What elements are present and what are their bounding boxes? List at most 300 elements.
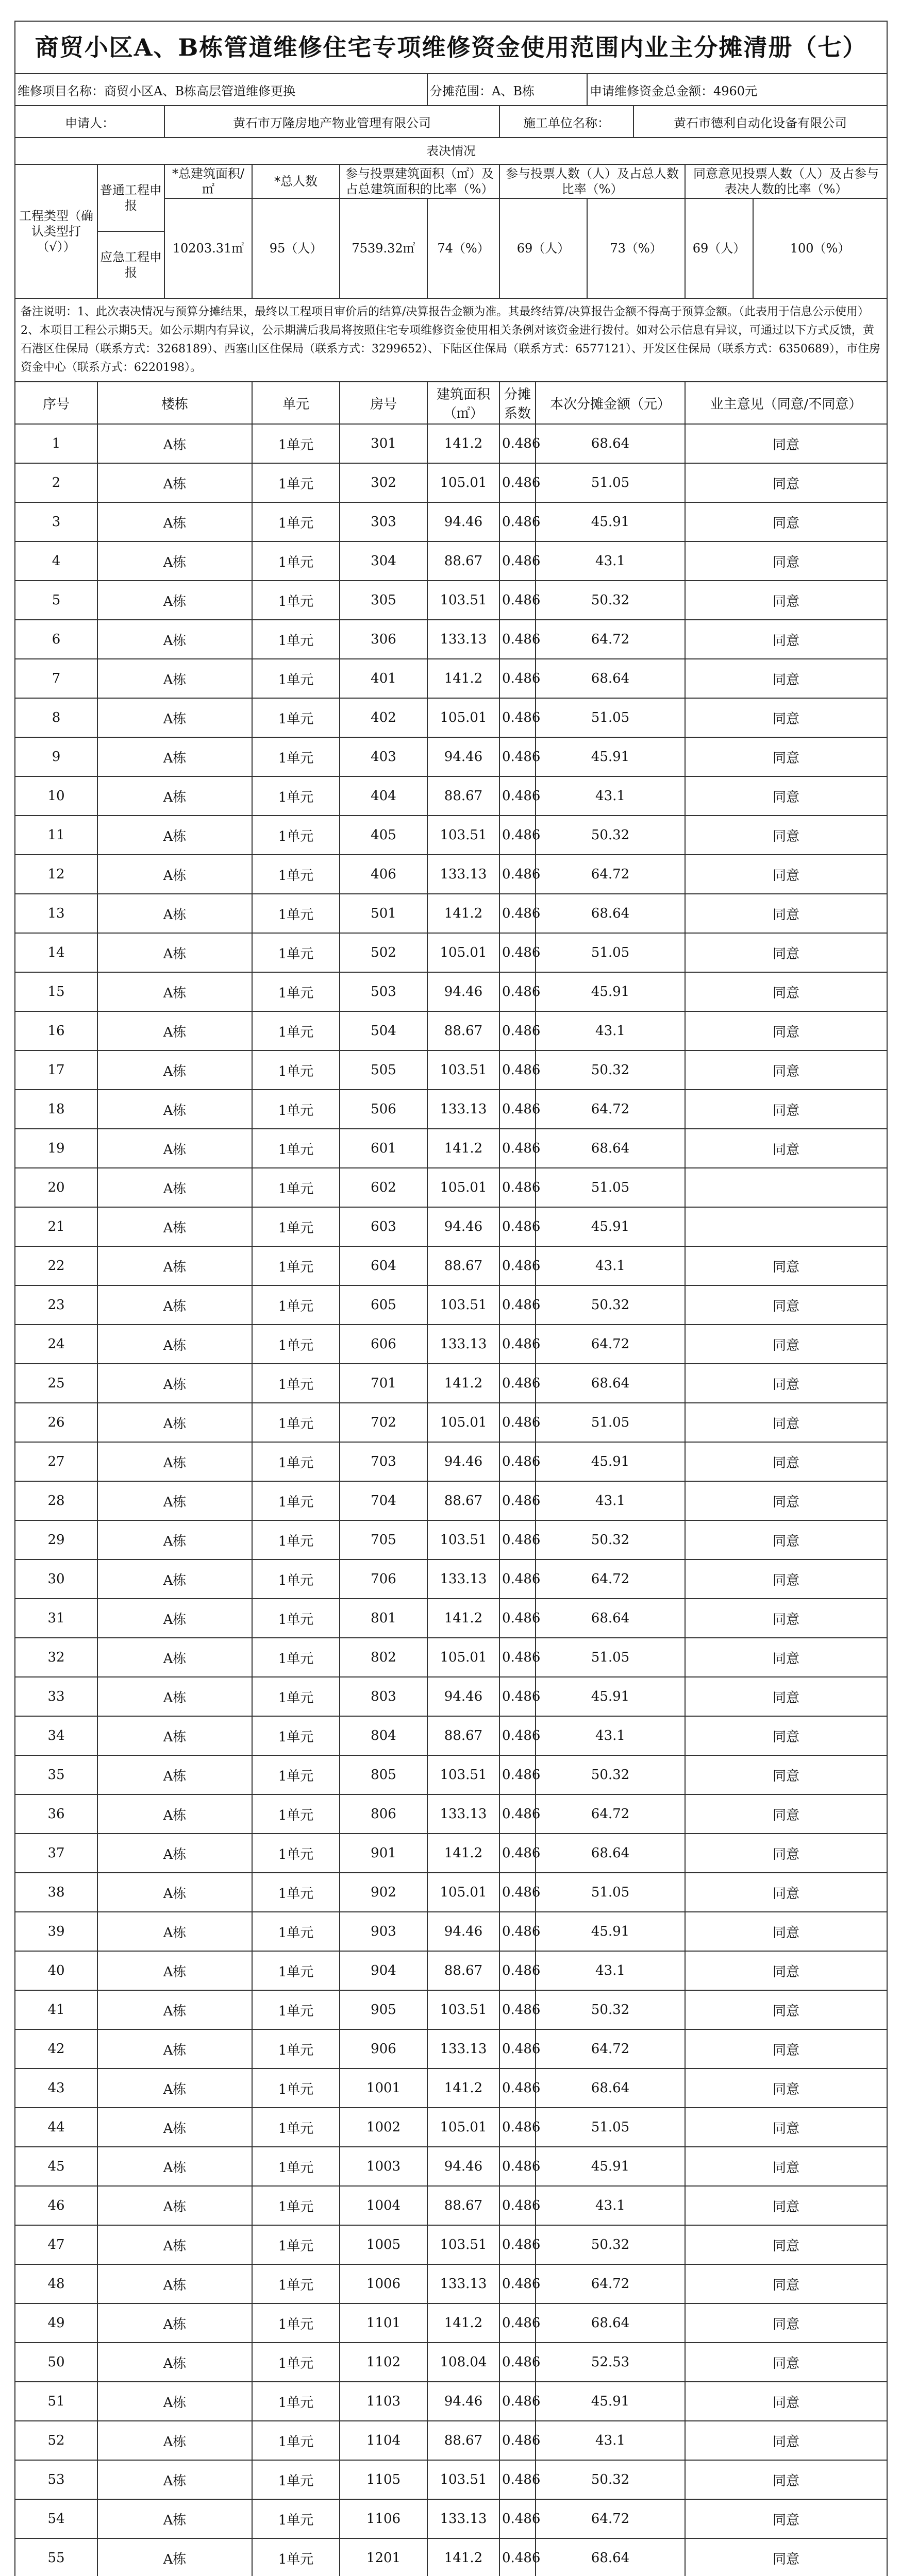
table-cell: 1单元 bbox=[252, 2225, 340, 2264]
table-cell: 43 bbox=[15, 2069, 97, 2108]
table-cell: 0.486 bbox=[499, 855, 536, 894]
table-cell: 19 bbox=[15, 1129, 97, 1168]
table-cell: 0.486 bbox=[499, 894, 536, 933]
table-cell: A栋 bbox=[97, 1834, 252, 1873]
table-cell: 805 bbox=[340, 1755, 427, 1794]
table-cell: A栋 bbox=[97, 2382, 252, 2421]
table-cell: 9 bbox=[15, 737, 97, 776]
table-row bbox=[15, 1403, 887, 1442]
table-cell: 1单元 bbox=[252, 424, 340, 463]
table-cell: 同意 bbox=[685, 1755, 887, 1794]
table-cell bbox=[685, 1168, 887, 1207]
table-row bbox=[15, 855, 887, 894]
table-cell: 同意 bbox=[685, 1599, 887, 1638]
table-cell: 50.32 bbox=[536, 1520, 685, 1560]
table-row bbox=[15, 2343, 887, 2382]
table-cell: 64.72 bbox=[536, 1090, 685, 1129]
table-row bbox=[15, 1873, 887, 1912]
table-row bbox=[15, 620, 887, 659]
table-row bbox=[15, 2460, 887, 2499]
table-cell: A栋 bbox=[97, 2186, 252, 2225]
table-cell: A栋 bbox=[97, 2460, 252, 2499]
table-cell: 同意 bbox=[685, 2186, 887, 2225]
table-cell: A栋 bbox=[97, 659, 252, 698]
table-cell: 803 bbox=[340, 1677, 427, 1716]
table-cell: 同意 bbox=[685, 1873, 887, 1912]
table-cell: 903 bbox=[340, 1912, 427, 1951]
project-name: 维修项目名称：商贸小区A、B栋高层管道维修更换 bbox=[15, 74, 427, 106]
table-cell: 404 bbox=[340, 776, 427, 816]
total-area-label: *总建筑面积/㎡ bbox=[164, 164, 252, 198]
table-cell: 306 bbox=[340, 620, 427, 659]
table-cell: 0.486 bbox=[499, 463, 536, 502]
table-cell: 701 bbox=[340, 1364, 427, 1403]
table-cell: 1单元 bbox=[252, 1325, 340, 1364]
table-cell: 0.486 bbox=[499, 424, 536, 463]
table-cell: 32 bbox=[15, 1638, 97, 1677]
table-cell: 403 bbox=[340, 737, 427, 776]
table-cell: A栋 bbox=[97, 1246, 252, 1285]
table-cell: 103.51 bbox=[427, 816, 499, 855]
table-cell: 1单元 bbox=[252, 2538, 340, 2576]
table-cell: 1106 bbox=[340, 2499, 427, 2538]
table-cell: 504 bbox=[340, 1011, 427, 1050]
table-row bbox=[15, 2147, 887, 2186]
table-cell: 0.486 bbox=[499, 1325, 536, 1364]
table-cell: 88.67 bbox=[427, 1951, 499, 1990]
table-cell: 1001 bbox=[340, 2069, 427, 2108]
table-cell: 1单元 bbox=[252, 1481, 340, 1520]
table-row bbox=[15, 1560, 887, 1599]
table-cell: 503 bbox=[340, 972, 427, 1011]
table-cell: 1单元 bbox=[252, 1677, 340, 1716]
table-cell: 15 bbox=[15, 972, 97, 1011]
table-cell: 1单元 bbox=[252, 1011, 340, 1050]
table-cell: A栋 bbox=[97, 698, 252, 737]
table-cell: 94.46 bbox=[427, 1207, 499, 1246]
table-cell: 0.486 bbox=[499, 1403, 536, 1442]
table-cell: 0.486 bbox=[499, 1599, 536, 1638]
table-cell: 141.2 bbox=[427, 1364, 499, 1403]
table-cell: 141.2 bbox=[427, 1834, 499, 1873]
table-cell: 1单元 bbox=[252, 2264, 340, 2303]
table-cell: A栋 bbox=[97, 1090, 252, 1129]
table-row bbox=[15, 972, 887, 1011]
table-cell: 27 bbox=[15, 1442, 97, 1481]
table-cell: 53 bbox=[15, 2460, 97, 2499]
table-cell: 同意 bbox=[685, 2499, 887, 2538]
table-cell: 141.2 bbox=[427, 894, 499, 933]
table-cell: A栋 bbox=[97, 2343, 252, 2382]
agree-area-ratio: 74（%） bbox=[427, 198, 499, 298]
table-cell: 305 bbox=[340, 581, 427, 620]
table-cell: 1005 bbox=[340, 2225, 427, 2264]
table-row bbox=[15, 463, 887, 502]
column-header: 建筑面积（㎡） bbox=[427, 382, 499, 424]
table-cell: 43.1 bbox=[536, 1246, 685, 1285]
table-cell: 68.64 bbox=[536, 894, 685, 933]
table-row bbox=[15, 2186, 887, 2225]
table-row bbox=[15, 698, 887, 737]
table-cell: 41 bbox=[15, 1990, 97, 2029]
table-cell: 133.13 bbox=[427, 1560, 499, 1599]
table-cell: 141.2 bbox=[427, 659, 499, 698]
allocation-table bbox=[14, 21, 888, 2576]
table-cell: 0.486 bbox=[499, 1050, 536, 1090]
table-cell: 50.32 bbox=[536, 581, 685, 620]
table-cell: A栋 bbox=[97, 1050, 252, 1090]
table-cell: 1单元 bbox=[252, 2382, 340, 2421]
table-cell: 50.32 bbox=[536, 1990, 685, 2029]
table-cell: A栋 bbox=[97, 1951, 252, 1990]
table-cell: 43.1 bbox=[536, 776, 685, 816]
table-cell: 902 bbox=[340, 1873, 427, 1912]
table-cell: 25 bbox=[15, 1364, 97, 1403]
table-cell: 0.486 bbox=[499, 2069, 536, 2108]
table-cell: 同意 bbox=[685, 933, 887, 972]
table-cell: 1单元 bbox=[252, 1951, 340, 1990]
table-cell: 51.05 bbox=[536, 1873, 685, 1912]
table-cell: 26 bbox=[15, 1403, 97, 1442]
table-cell: 同意 bbox=[685, 1050, 887, 1090]
table-cell: 43.1 bbox=[536, 2186, 685, 2225]
table-cell: 0.486 bbox=[499, 620, 536, 659]
table-cell: 133.13 bbox=[427, 1090, 499, 1129]
table-cell: 103.51 bbox=[427, 581, 499, 620]
table-row bbox=[15, 2499, 887, 2538]
table-row bbox=[15, 2382, 887, 2421]
table-cell: 1单元 bbox=[252, 2029, 340, 2069]
table-cell: 103.51 bbox=[427, 1520, 499, 1560]
table-cell: 46 bbox=[15, 2186, 97, 2225]
table-cell: 1单元 bbox=[252, 2147, 340, 2186]
table-cell bbox=[685, 1207, 887, 1246]
table-cell: 同意 bbox=[685, 1794, 887, 1834]
table-cell: A栋 bbox=[97, 1716, 252, 1755]
table-cell: 同意 bbox=[685, 1716, 887, 1755]
table-cell: 806 bbox=[340, 1794, 427, 1834]
table-cell: 1单元 bbox=[252, 1285, 340, 1325]
participants-value: 69（人） bbox=[499, 198, 587, 298]
table-cell: 88.67 bbox=[427, 1246, 499, 1285]
table-cell: 45.91 bbox=[536, 502, 685, 541]
table-cell: 105.01 bbox=[427, 1638, 499, 1677]
table-cell: A栋 bbox=[97, 1520, 252, 1560]
table-cell: A栋 bbox=[97, 1403, 252, 1442]
table-cell: 51 bbox=[15, 2382, 97, 2421]
table-cell: 1单元 bbox=[252, 894, 340, 933]
table-cell: 94.46 bbox=[427, 972, 499, 1011]
table-cell: 47 bbox=[15, 2225, 97, 2264]
table-cell: 0.486 bbox=[499, 1090, 536, 1129]
table-cell: 105.01 bbox=[427, 2108, 499, 2147]
table-cell: 304 bbox=[340, 541, 427, 581]
project-type-label: 工程类型（确认类型打（√）） bbox=[15, 164, 97, 298]
table-cell: 0.486 bbox=[499, 972, 536, 1011]
table-cell: 1单元 bbox=[252, 463, 340, 502]
table-cell: 901 bbox=[340, 1834, 427, 1873]
table-cell: 同意 bbox=[685, 1442, 887, 1481]
table-cell: 45.91 bbox=[536, 1912, 685, 1951]
table-row bbox=[15, 502, 887, 541]
table-cell: 同意 bbox=[685, 1246, 887, 1285]
table-cell: 64.72 bbox=[536, 1560, 685, 1599]
table-cell: 同意 bbox=[685, 1677, 887, 1716]
table-cell: 同意 bbox=[685, 1285, 887, 1325]
table-cell: A栋 bbox=[97, 2538, 252, 2576]
table-row bbox=[15, 2421, 887, 2460]
agree-area-label: 参与投票建筑面积（㎡）及占总建筑面积的比率（%） bbox=[340, 164, 499, 198]
table-cell: 141.2 bbox=[427, 424, 499, 463]
table-row bbox=[15, 1442, 887, 1481]
table-cell: 39 bbox=[15, 1912, 97, 1951]
table-cell: 68.64 bbox=[536, 2303, 685, 2343]
table-cell: 94.46 bbox=[427, 1442, 499, 1481]
table-cell: 同意 bbox=[685, 659, 887, 698]
table-cell: 0.486 bbox=[499, 1677, 536, 1716]
table-cell: 13 bbox=[15, 894, 97, 933]
table-cell: 45.91 bbox=[536, 2147, 685, 2186]
table-row bbox=[15, 1090, 887, 1129]
table-cell: 同意 bbox=[685, 855, 887, 894]
table-cell: 0.486 bbox=[499, 2343, 536, 2382]
table-cell: 51.05 bbox=[536, 1403, 685, 1442]
table-cell: 48 bbox=[15, 2264, 97, 2303]
sheet-title: 商贸小区A、B栋管道维修住宅专项维修资金使用范围内业主分摊清册（七） bbox=[15, 21, 887, 74]
table-cell: 同意 bbox=[685, 2225, 887, 2264]
table-cell: 50.32 bbox=[536, 816, 685, 855]
contractor-name: 黄石市德利自动化设备有限公司 bbox=[633, 106, 887, 138]
consent-ratio: 100（%） bbox=[753, 198, 887, 298]
table-cell: 0.486 bbox=[499, 1481, 536, 1520]
table-row bbox=[15, 1834, 887, 1873]
table-cell: 68.64 bbox=[536, 2069, 685, 2108]
table-cell: 1单元 bbox=[252, 1834, 340, 1873]
table-cell: 133.13 bbox=[427, 2264, 499, 2303]
table-row bbox=[15, 1285, 887, 1325]
table-row bbox=[15, 2225, 887, 2264]
table-cell: A栋 bbox=[97, 502, 252, 541]
table-cell: 49 bbox=[15, 2303, 97, 2343]
table-row bbox=[15, 541, 887, 581]
table-cell: 1003 bbox=[340, 2147, 427, 2186]
table-cell: 1单元 bbox=[252, 1716, 340, 1755]
table-cell: 1101 bbox=[340, 2303, 427, 2343]
table-cell: 同意 bbox=[685, 502, 887, 541]
table-row bbox=[15, 2069, 887, 2108]
table-cell: 301 bbox=[340, 424, 427, 463]
table-cell: 45.91 bbox=[536, 1207, 685, 1246]
table-cell: A栋 bbox=[97, 933, 252, 972]
table-cell: 0.486 bbox=[499, 581, 536, 620]
table-cell: 54 bbox=[15, 2499, 97, 2538]
table-cell: 0.486 bbox=[499, 737, 536, 776]
table-row bbox=[15, 1755, 887, 1794]
table-cell: 1004 bbox=[340, 2186, 427, 2225]
table-cell: 5 bbox=[15, 581, 97, 620]
table-cell: A栋 bbox=[97, 1794, 252, 1834]
table-cell: 64.72 bbox=[536, 1794, 685, 1834]
table-cell: 1单元 bbox=[252, 2421, 340, 2460]
table-cell: 108.04 bbox=[427, 2343, 499, 2382]
table-cell: 1单元 bbox=[252, 2108, 340, 2147]
table-cell: 68.64 bbox=[536, 2538, 685, 2576]
table-cell: 22 bbox=[15, 1246, 97, 1285]
table-cell: A栋 bbox=[97, 2225, 252, 2264]
table-cell: 1单元 bbox=[252, 816, 340, 855]
table-cell: 24 bbox=[15, 1325, 97, 1364]
table-cell: 同意 bbox=[685, 541, 887, 581]
table-cell: 904 bbox=[340, 1951, 427, 1990]
table-cell: 0.486 bbox=[499, 1246, 536, 1285]
allocation-sheet bbox=[14, 21, 887, 2576]
table-cell: 同意 bbox=[685, 816, 887, 855]
table-cell: 88.67 bbox=[427, 1716, 499, 1755]
consent-label: 同意意见投票人数（人）及占参与表决人数的比率（%） bbox=[685, 164, 887, 198]
table-cell: 1单元 bbox=[252, 1364, 340, 1403]
table-cell: 0.486 bbox=[499, 1912, 536, 1951]
table-cell: 0.486 bbox=[499, 659, 536, 698]
table-cell: A栋 bbox=[97, 1990, 252, 2029]
table-cell: A栋 bbox=[97, 2029, 252, 2069]
table-cell: 0.486 bbox=[499, 1285, 536, 1325]
table-cell: 43.1 bbox=[536, 1951, 685, 1990]
table-cell: 105.01 bbox=[427, 463, 499, 502]
table-cell: 30 bbox=[15, 1560, 97, 1599]
table-cell: 51.05 bbox=[536, 2108, 685, 2147]
table-cell: 105.01 bbox=[427, 1168, 499, 1207]
contractor-label: 施工单位名称： bbox=[499, 106, 633, 138]
table-cell: 同意 bbox=[685, 620, 887, 659]
table-cell: A栋 bbox=[97, 776, 252, 816]
table-cell: 45.91 bbox=[536, 737, 685, 776]
table-cell: 303 bbox=[340, 502, 427, 541]
table-cell: 1201 bbox=[340, 2538, 427, 2576]
table-cell: 94.46 bbox=[427, 737, 499, 776]
table-cell: 1单元 bbox=[252, 1246, 340, 1285]
table-cell: 1单元 bbox=[252, 1090, 340, 1129]
table-cell: 103.51 bbox=[427, 1990, 499, 2029]
table-cell: 1单元 bbox=[252, 1520, 340, 1560]
column-header: 序号 bbox=[15, 382, 97, 424]
participants-label: 参与投票人数（人）及占总人数比率（%） bbox=[499, 164, 685, 198]
table-row bbox=[15, 1050, 887, 1090]
table-cell: 0.486 bbox=[499, 1638, 536, 1677]
column-header-row bbox=[15, 382, 887, 424]
table-row bbox=[15, 2538, 887, 2576]
table-row bbox=[15, 933, 887, 972]
table-cell: 703 bbox=[340, 1442, 427, 1481]
table-cell: 103.51 bbox=[427, 2460, 499, 2499]
table-cell: 406 bbox=[340, 855, 427, 894]
table-cell: 同意 bbox=[685, 2460, 887, 2499]
table-cell: 506 bbox=[340, 1090, 427, 1129]
table-cell: 1102 bbox=[340, 2343, 427, 2382]
table-cell: 68.64 bbox=[536, 1129, 685, 1168]
column-header: 房号 bbox=[340, 382, 427, 424]
table-cell: A栋 bbox=[97, 2421, 252, 2460]
table-cell: 1单元 bbox=[252, 1560, 340, 1599]
table-cell: 88.67 bbox=[427, 541, 499, 581]
table-cell: A栋 bbox=[97, 1364, 252, 1403]
table-cell: 68.64 bbox=[536, 1599, 685, 1638]
table-cell: 68.64 bbox=[536, 659, 685, 698]
table-cell: 1单元 bbox=[252, 2460, 340, 2499]
table-cell: 103.51 bbox=[427, 2225, 499, 2264]
table-cell: 1单元 bbox=[252, 1990, 340, 2029]
table-cell: 1单元 bbox=[252, 1638, 340, 1677]
table-cell: 同意 bbox=[685, 1951, 887, 1990]
table-cell: A栋 bbox=[97, 816, 252, 855]
table-row bbox=[15, 737, 887, 776]
table-cell: 1单元 bbox=[252, 2343, 340, 2382]
table-cell: 606 bbox=[340, 1325, 427, 1364]
table-cell: 1单元 bbox=[252, 502, 340, 541]
table-cell: 33 bbox=[15, 1677, 97, 1716]
table-cell: 0.486 bbox=[499, 1364, 536, 1403]
column-header: 单元 bbox=[252, 382, 340, 424]
table-cell: 601 bbox=[340, 1129, 427, 1168]
table-cell: 68.64 bbox=[536, 1364, 685, 1403]
table-cell: 502 bbox=[340, 933, 427, 972]
table-cell: 1单元 bbox=[252, 1755, 340, 1794]
table-cell: 同意 bbox=[685, 2343, 887, 2382]
table-cell: A栋 bbox=[97, 972, 252, 1011]
table-cell: 105.01 bbox=[427, 698, 499, 737]
table-cell: 3 bbox=[15, 502, 97, 541]
table-cell: 14 bbox=[15, 933, 97, 972]
table-cell: 64.72 bbox=[536, 855, 685, 894]
table-cell: A栋 bbox=[97, 424, 252, 463]
table-cell: 0.486 bbox=[499, 1442, 536, 1481]
table-cell: 11 bbox=[15, 816, 97, 855]
table-cell: 50.32 bbox=[536, 1050, 685, 1090]
table-cell: 同意 bbox=[685, 1834, 887, 1873]
table-cell: 0.486 bbox=[499, 1834, 536, 1873]
table-cell: 133.13 bbox=[427, 2499, 499, 2538]
table-cell: 31 bbox=[15, 1599, 97, 1638]
table-cell: A栋 bbox=[97, 2499, 252, 2538]
table-cell: 0.486 bbox=[499, 2264, 536, 2303]
table-cell: 0.486 bbox=[499, 1794, 536, 1834]
table-cell: 同意 bbox=[685, 1520, 887, 1560]
table-cell: 同意 bbox=[685, 424, 887, 463]
table-cell: 0.486 bbox=[499, 1873, 536, 1912]
table-row bbox=[15, 424, 887, 463]
table-cell: 同意 bbox=[685, 737, 887, 776]
table-cell: 50 bbox=[15, 2343, 97, 2382]
table-cell: 64.72 bbox=[536, 2264, 685, 2303]
table-cell: 133.13 bbox=[427, 620, 499, 659]
table-cell: A栋 bbox=[97, 463, 252, 502]
table-cell: 1104 bbox=[340, 2421, 427, 2460]
allocation-scope: 分摊范围：A、B栋 bbox=[427, 74, 587, 106]
total-households-value: 95（人） bbox=[252, 198, 340, 298]
table-cell: 602 bbox=[340, 1168, 427, 1207]
table-row bbox=[15, 1990, 887, 2029]
notes bbox=[15, 298, 887, 382]
table-cell: A栋 bbox=[97, 1325, 252, 1364]
table-cell: 0.486 bbox=[499, 933, 536, 972]
table-cell: 68.64 bbox=[536, 424, 685, 463]
table-cell: 88.67 bbox=[427, 2421, 499, 2460]
table-cell: 同意 bbox=[685, 1912, 887, 1951]
table-cell: 603 bbox=[340, 1207, 427, 1246]
table-cell: 64.72 bbox=[536, 1325, 685, 1364]
table-cell: 706 bbox=[340, 1560, 427, 1599]
table-cell: 0.486 bbox=[499, 1990, 536, 2029]
table-cell: 1单元 bbox=[252, 933, 340, 972]
